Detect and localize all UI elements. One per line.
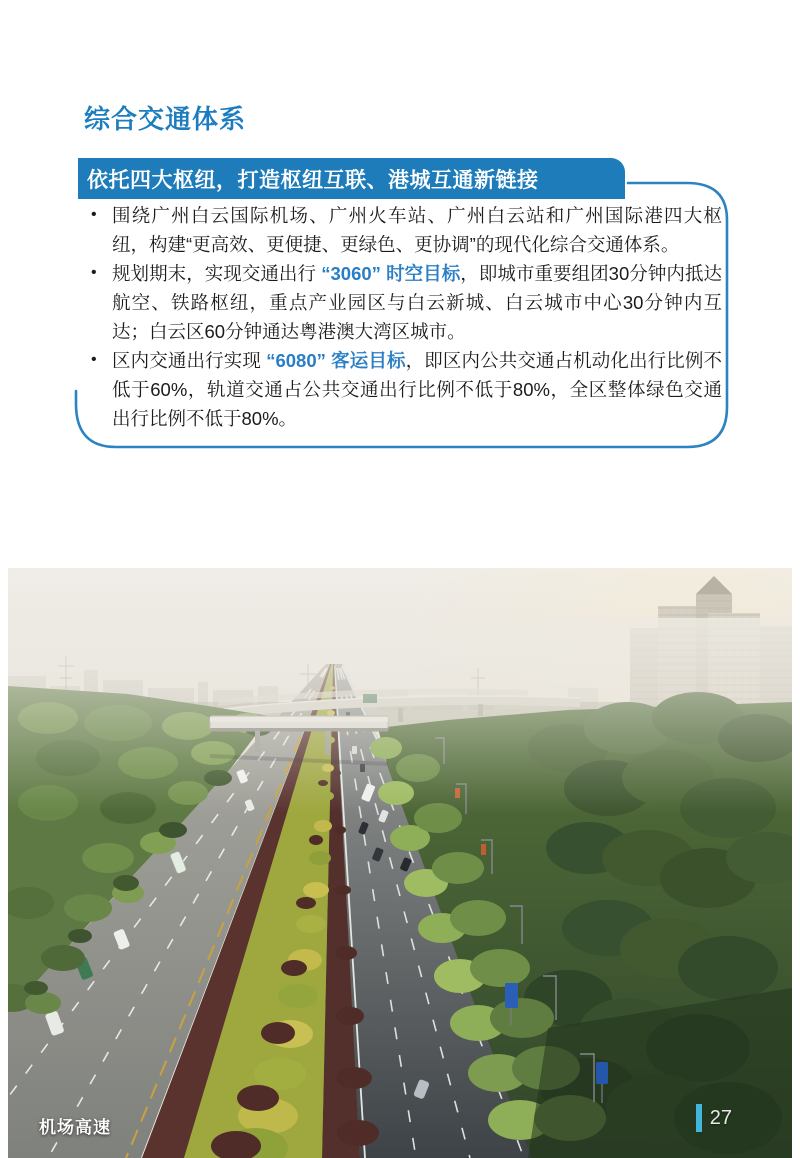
highlighted-goal-text: “6080” 客运目标	[260, 350, 406, 371]
bullet-text: 围绕广州白云国际机场、广州火车站、广州白云站和广州国际港四大枢纽，构建“更高效、更便捷、更绿色、更协调”的现代化综合交通体系。	[112, 205, 722, 255]
page-marker-bar	[696, 1104, 702, 1132]
orange-banner-flag	[481, 844, 486, 855]
highway-photo	[8, 568, 792, 1158]
bullet-text: ，即区内公共交通占机动化出行比例不低于60%，轨道交通占公共交通出行比例不低于80%，全区整体绿色交通出行比例不低于80%。	[112, 350, 722, 429]
bullet-text: 规划期末，实现交通出行	[112, 263, 317, 284]
highlighted-goal-text: “3060” 时空目标	[316, 263, 461, 284]
bullet-item	[88, 259, 722, 346]
highway-photo-art	[8, 568, 792, 1158]
bullet-item	[88, 346, 722, 433]
bullet-text: 区内交通出行实现	[112, 350, 261, 371]
atmospheric-haze	[8, 618, 792, 813]
section-banner	[78, 158, 625, 199]
page-number-marker	[696, 1104, 732, 1132]
page-title: 综合交通体系	[84, 104, 247, 134]
bullet-text: ，即城市重要组团30分钟内抵达航空、铁路枢纽，重点产业园区与白云新城、白云城市中心30分钟内互达；白云区60分钟通达粤港澳大湾区城市。	[112, 263, 722, 342]
bullet-item	[88, 201, 722, 259]
bullet-list	[88, 201, 722, 433]
page-number: 27	[709, 1106, 732, 1129]
photo-caption: 机场高速	[39, 1118, 111, 1137]
section-banner-label: 依托四大枢纽，打造枢纽互联、港城互通新链接	[87, 168, 539, 192]
